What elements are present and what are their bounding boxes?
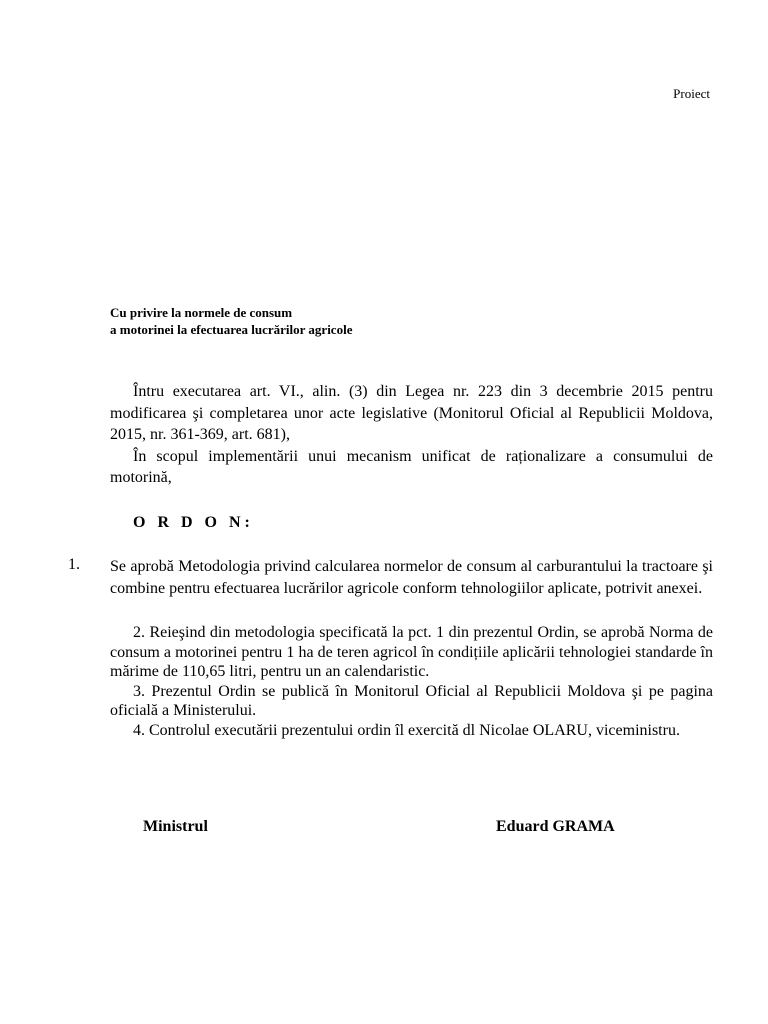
order-heading: O R D O N: bbox=[133, 514, 254, 531]
order-item-1: Se aprobă Metodologia privind calcularea normelor de consum al carburantului la tractoare şi combine pentru efectuarea lucrărilor agricole conform tehnologiilor aplicate, potrivit anexei. bbox=[110, 558, 713, 597]
document-subject bbox=[110, 304, 352, 338]
order-item-3: 3. Prezentul Ordin se publică în Monitorul Oficial al Republicii Moldova şi pe pagina oficială a Ministerului. bbox=[110, 682, 713, 719]
signatory-name: Eduard GRAMA bbox=[496, 818, 615, 835]
document-preamble bbox=[110, 381, 713, 489]
document-status-label: Proiect bbox=[673, 86, 710, 101]
signatory-title: Ministrul bbox=[143, 818, 208, 835]
order-items-list bbox=[110, 623, 713, 740]
subject-line-1: Cu privire la normele de consum bbox=[110, 305, 293, 320]
order-item-2: 2. Reieşind din metodologia specificată la pct. 1 din prezentul Ordin, se aprobă Norma de consum a motorinei pentru 1 ha de teren agricol în condițiile aplicării tehnologiei standarde în mărime de 110,65 litri, pentru un an calendaristic. bbox=[110, 624, 713, 680]
order-item-4: 4. Controlul executării prezentului ordin îl exercită dl Nicolae OLARU, viceministru. bbox=[133, 721, 680, 739]
order-item-number: 1. bbox=[68, 556, 80, 573]
preamble-paragraph-2: În scopul implementării unui mecanism unificat de raționalizare a consumului de motorină, bbox=[110, 447, 713, 486]
subject-line-2: a motorinei la efectuarea lucrărilor agricole bbox=[110, 322, 353, 337]
preamble-paragraph-1: Întru executarea art. VI., alin. (3) din Legea nr. 223 din 3 decembrie 2015 pentru modificarea şi completarea unor acte legislative (Monitorul Oficial al Republicii Moldova, 2015, nr. 361-369, art. 681), bbox=[110, 383, 713, 443]
